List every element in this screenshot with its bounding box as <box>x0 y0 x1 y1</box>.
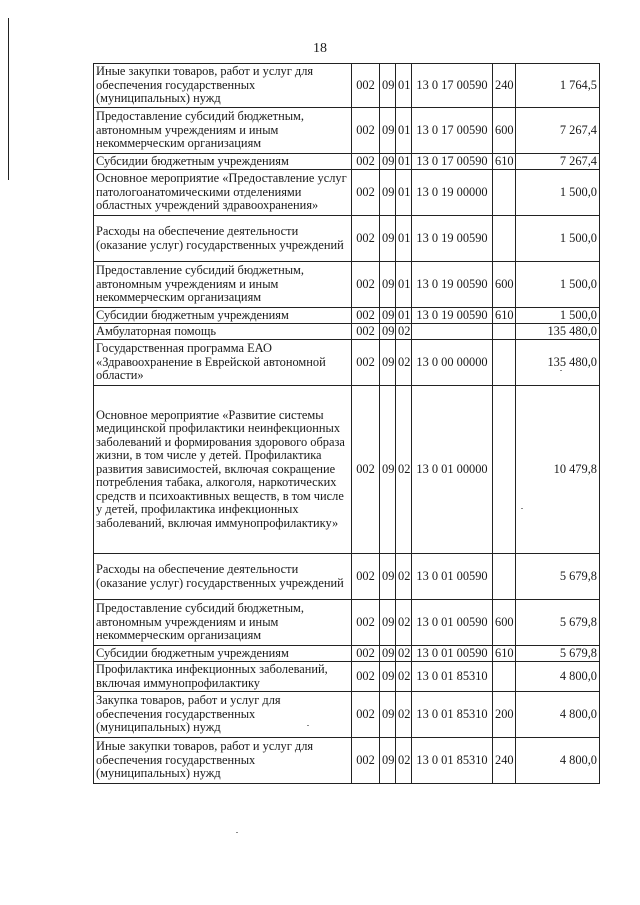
ministry-code: 002 <box>352 340 380 386</box>
amount: 4 800,0 <box>516 692 600 738</box>
ministry-code: 002 <box>352 64 380 108</box>
target-code <box>412 324 493 340</box>
target-code: 13 0 17 00590 <box>412 154 493 170</box>
table-row <box>94 324 600 340</box>
table-row <box>94 646 600 662</box>
section-code: 09 <box>380 64 396 108</box>
expense-type-code <box>493 216 516 262</box>
ministry-code: 002 <box>352 108 380 154</box>
subsection-code: 02 <box>396 386 412 554</box>
expense-type-code: 240 <box>493 64 516 108</box>
subsection-code: 01 <box>396 64 412 108</box>
expense-type-code: 600 <box>493 108 516 154</box>
row-name: Профилактика инфекционных заболеваний, включая иммунопрофилактику <box>94 662 352 692</box>
ministry-code: 002 <box>352 600 380 646</box>
ministry-code: 002 <box>352 324 380 340</box>
expense-type-code <box>493 662 516 692</box>
subsection-code: 01 <box>396 308 412 324</box>
target-code: 13 0 19 00590 <box>412 308 493 324</box>
row-name: Государственная программа ЕАО «Здравоохранение в Еврейской автономной области» <box>94 340 352 386</box>
ministry-code: 002 <box>352 154 380 170</box>
page-number: 18 <box>313 41 327 56</box>
table-row <box>94 600 600 646</box>
amount: 7 267,4 <box>516 108 600 154</box>
table-row <box>94 308 600 324</box>
ministry-code: 002 <box>352 216 380 262</box>
section-code: 09 <box>380 308 396 324</box>
row-name: Основное мероприятие «Развитие системы медицинской профилактики неинфекционных заболеваний и формирования здорового образа жизни, в том числе у детей. Профилактика развития зависимостей, включая сокращение потребления табака, алкоголя, наркотических средств и психоактивных веществ, в том числе у детей, профилактика инфекционных заболеваний, включая иммунопрофилактику» <box>94 386 352 554</box>
table-row <box>94 738 600 784</box>
budget-table-body <box>94 64 600 784</box>
table-row <box>94 154 600 170</box>
section-code: 09 <box>380 386 396 554</box>
expense-type-code: 600 <box>493 262 516 308</box>
section-code: 09 <box>380 600 396 646</box>
amount: 135 480,0 <box>516 324 600 340</box>
table-row <box>94 554 600 600</box>
section-code: 09 <box>380 662 396 692</box>
row-name: Предоставление субсидий бюджетным, автономным учреждениям и иным некоммерческим организациям <box>94 108 352 154</box>
amount: 1 500,0 <box>516 308 600 324</box>
subsection-code: 02 <box>396 554 412 600</box>
row-name: Расходы на обеспечение деятельности (оказание услуг) государственных учреждений <box>94 216 352 262</box>
target-code: 13 0 01 85310 <box>412 662 493 692</box>
table-row <box>94 662 600 692</box>
target-code: 13 0 01 00590 <box>412 554 493 600</box>
ministry-code: 002 <box>352 386 380 554</box>
ministry-code: 002 <box>352 662 380 692</box>
table-row <box>94 386 600 554</box>
expense-type-code: 610 <box>493 646 516 662</box>
target-code: 13 0 01 00590 <box>412 646 493 662</box>
expense-type-code: 610 <box>493 308 516 324</box>
subsection-code: 02 <box>396 340 412 386</box>
section-code: 09 <box>380 154 396 170</box>
subsection-code: 02 <box>396 662 412 692</box>
target-code: 13 0 00 00000 <box>412 340 493 386</box>
amount: 5 679,8 <box>516 554 600 600</box>
expense-type-code: 240 <box>493 738 516 784</box>
subsection-code: 02 <box>396 600 412 646</box>
subsection-code: 02 <box>396 646 412 662</box>
amount: 1 764,5 <box>516 64 600 108</box>
target-code: 13 0 01 85310 <box>412 738 493 784</box>
target-code: 13 0 01 00000 <box>412 386 493 554</box>
section-code: 09 <box>380 216 396 262</box>
ministry-code: 002 <box>352 170 380 216</box>
table-row <box>94 64 600 108</box>
subsection-code: 01 <box>396 108 412 154</box>
table-row <box>94 170 600 216</box>
amount: 7 267,4 <box>516 154 600 170</box>
row-name: Предоставление субсидий бюджетным, автономным учреждениям и иным некоммерческим организациям <box>94 600 352 646</box>
expense-type-code: 600 <box>493 600 516 646</box>
amount: 10 479,8 <box>516 386 600 554</box>
row-name: Предоставление субсидий бюджетным, автономным учреждениям и иным некоммерческим организациям <box>94 262 352 308</box>
subsection-code: 01 <box>396 170 412 216</box>
ministry-code: 002 <box>352 646 380 662</box>
target-code: 13 0 01 00590 <box>412 600 493 646</box>
budget-table <box>93 63 600 784</box>
amount: 1 500,0 <box>516 170 600 216</box>
amount: 135 480,0 <box>516 340 600 386</box>
amount: 5 679,8 <box>516 646 600 662</box>
section-code: 09 <box>380 692 396 738</box>
row-name: Иные закупки товаров, работ и услуг для обеспечения государственных (муниципальных) нужд <box>94 64 352 108</box>
expense-type-code: 200 <box>493 692 516 738</box>
subsection-code: 02 <box>396 738 412 784</box>
target-code: 13 0 19 00000 <box>412 170 493 216</box>
ministry-code: 002 <box>352 738 380 784</box>
target-code: 13 0 19 00590 <box>412 216 493 262</box>
ministry-code: 002 <box>352 554 380 600</box>
target-code: 13 0 19 00590 <box>412 262 493 308</box>
table-row <box>94 340 600 386</box>
expense-type-code <box>493 340 516 386</box>
table-row <box>94 692 600 738</box>
target-code: 13 0 01 85310 <box>412 692 493 738</box>
subsection-code: 02 <box>396 324 412 340</box>
table-row <box>94 108 600 154</box>
section-code: 09 <box>380 646 396 662</box>
expense-type-code <box>493 386 516 554</box>
expense-type-code: 610 <box>493 154 516 170</box>
ministry-code: 002 <box>352 262 380 308</box>
row-name: Закупка товаров, работ и услуг для обеспечения государственных (муниципальных) нужд <box>94 692 352 738</box>
amount: 1 500,0 <box>516 262 600 308</box>
row-name: Субсидии бюджетным учреждениям <box>94 308 352 324</box>
expense-type-code <box>493 170 516 216</box>
section-code: 09 <box>380 262 396 308</box>
row-name: Иные закупки товаров, работ и услуг для обеспечения государственных (муниципальных) нужд <box>94 738 352 784</box>
ministry-code: 002 <box>352 308 380 324</box>
table-row <box>94 216 600 262</box>
expense-type-code <box>493 324 516 340</box>
row-name: Амбулаторная помощь <box>94 324 352 340</box>
row-name: Субсидии бюджетным учреждениям <box>94 646 352 662</box>
table-row <box>94 262 600 308</box>
row-name: Расходы на обеспечение деятельности (оказание услуг) государственных учреждений <box>94 554 352 600</box>
section-code: 09 <box>380 108 396 154</box>
amount: 1 500,0 <box>516 216 600 262</box>
subsection-code: 01 <box>396 262 412 308</box>
subsection-code: 01 <box>396 154 412 170</box>
row-name: Субсидии бюджетным учреждениям <box>94 154 352 170</box>
section-code: 09 <box>380 554 396 600</box>
target-code: 13 0 17 00590 <box>412 64 493 108</box>
amount: 4 800,0 <box>516 662 600 692</box>
section-code: 09 <box>380 324 396 340</box>
row-name: Основное мероприятие «Предоставление услуг патологоанатомическими отделениями областных учреждений здравоохранения» <box>94 170 352 216</box>
section-code: 09 <box>380 738 396 784</box>
subsection-code: 02 <box>396 692 412 738</box>
expense-type-code <box>493 554 516 600</box>
section-code: 09 <box>380 170 396 216</box>
section-code: 09 <box>380 340 396 386</box>
subsection-code: 01 <box>396 216 412 262</box>
target-code: 13 0 17 00590 <box>412 108 493 154</box>
ministry-code: 002 <box>352 692 380 738</box>
amount: 4 800,0 <box>516 738 600 784</box>
amount: 5 679,8 <box>516 600 600 646</box>
